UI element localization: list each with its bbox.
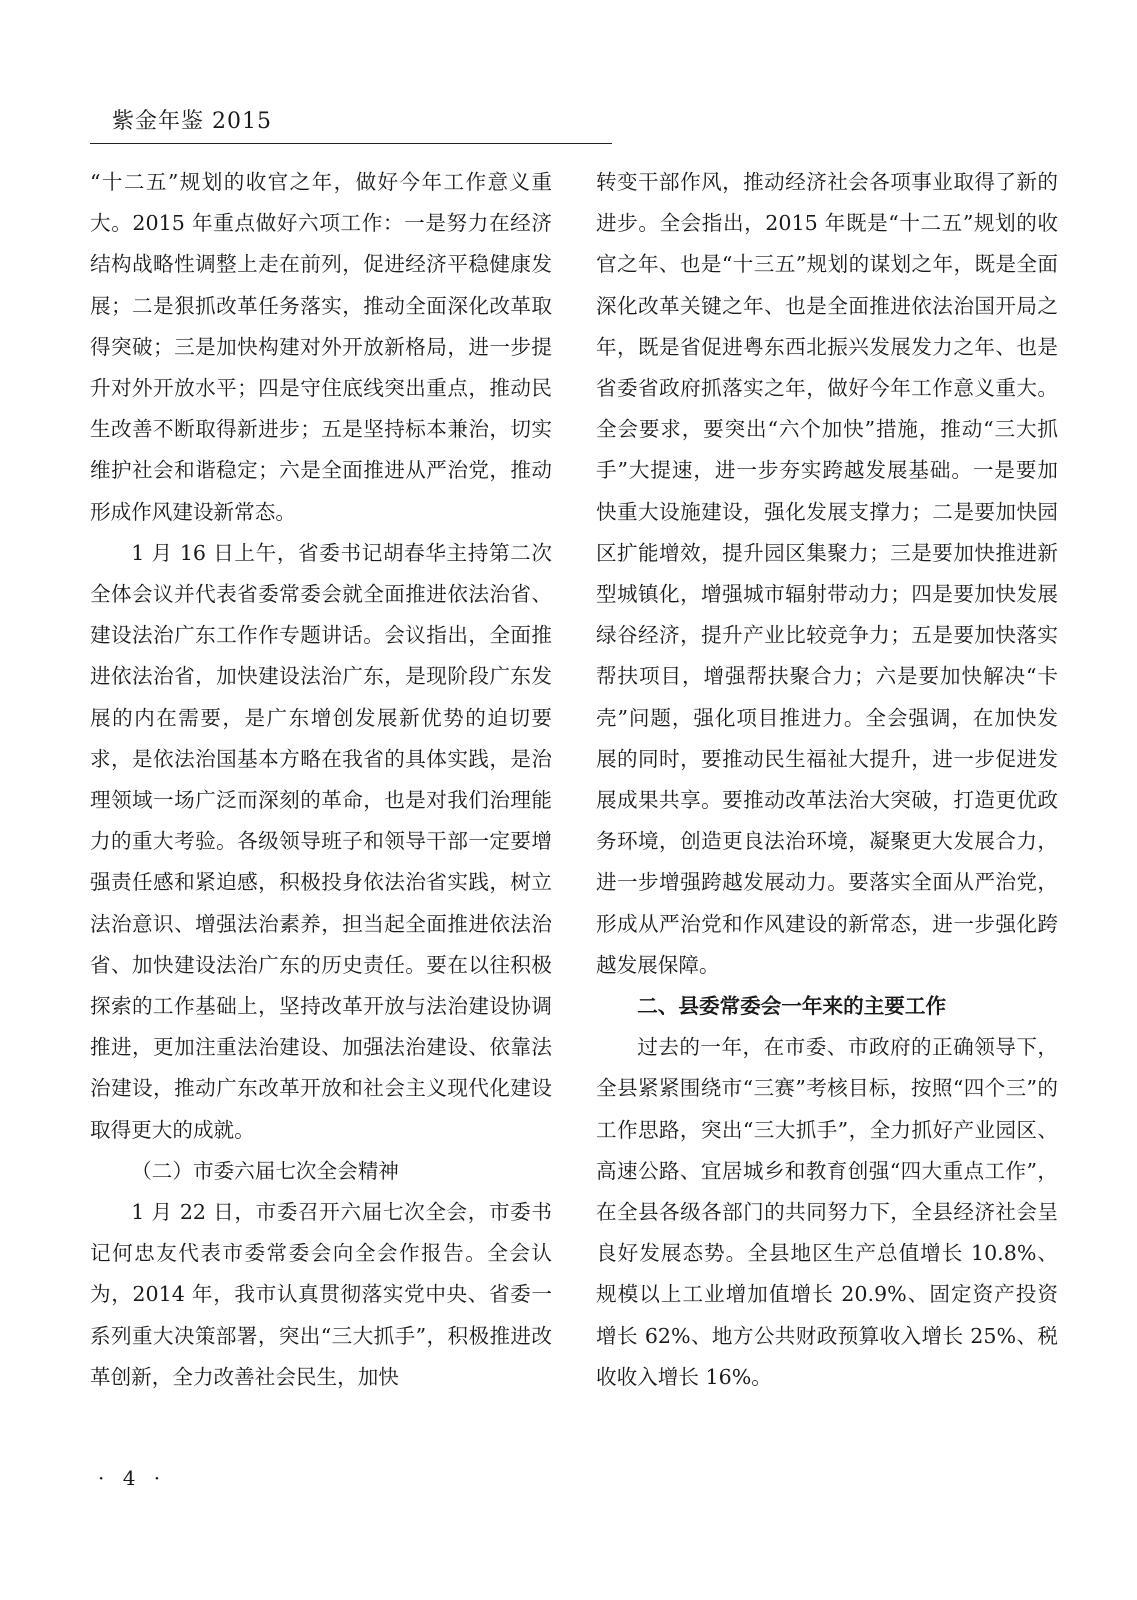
page-number: · 4 · xyxy=(98,1466,167,1490)
section-heading: 二、县委常委会一年来的主要工作 xyxy=(637,994,947,1019)
paragraph: 转变干部作风，推动经济社会各项事业取得了新的进步。全会指出，2015 年既是“十二五”规划的收官之年、也是“十三五”规划的谋划之年，既是全面深化改革关键之年、也是全面推进依法治国开局之年，既是省促进粤东西北振兴发展发力之年、也是省委省政府抓落实之年，做好今年工作意义重大。全会要求，要突出“六个加快”措施，推动“三大抓手”大提速，进一步夯实跨越发展基础。一是要加快重大设施建设，强化发展支撑力；二是要加快园区扩能增效，提升园区集聚力；三是要加快推进新型城镇化，增强城市辐射带动力；四是要加快发展绿谷经济，提升产业比较竞争力；五是要加快落实帮扶项目，增强帮扶聚合力；六是要加快解决“卡壳”问题，强化项目推进力。全会强调，在加快发展的同时，要推动民生福祉大提升，进一步促进发展成果共享。要推动改革法治大突破，打造更优政务环境，创造更良法治环境，凝聚更大发展合力，进一步增强跨越发展动力。要落实全面从严治党，形成从严治党和作风建设的新常态，进一步强化跨越发展保障。 xyxy=(596,170,1058,977)
left-column xyxy=(90,162,552,1398)
paragraph: 1 月 16 日上午，省委书记胡春华主持第二次全体会议并代表省委常委会就全面推进依法治省、建设法治广东工作作专题讲话。会议指出，全面推进依法治省，加快建设法治广东，是现阶段广东发展的内在需要，是广东增创发展新优势的迫切要求，是依法治国基本方略在我省的具体实践，是治理领域一场广泛而深刻的革命，也是对我们治理能力的重大考验。各级领导班子和领导干部一定要增强责任感和紧迫感，积极投身依法治省实践，树立法治意识、增强法治素养，担当起全面推进依法治省、加快建设法治广东的历史责任。要在以往积极探索的工作基础上，坚持改革开放与法治建设协调推进，更加注重法治建设、加强法治建设、依靠法治建设，推动广东改革开放和社会主义现代化建设取得更大的成就。 xyxy=(90,540,552,1142)
paragraph: 1 月 22 日，市委召开六届七次全会，市委书记何忠友代表市委常委会向全会作报告。全会认为，2014 年，我市认真贯彻落实党中央、省委一系列重大决策部署，突出“三大抓手”，积极推进改革创新，全力改善社会民生，加快 xyxy=(90,1200,552,1389)
paragraph: 过去的一年，在市委、市政府的正确领导下，全县紧紧围绕市“三赛”考核目标，按照“四个三”的工作思路，突出“三大抓手”，全力抓好产业园区、高速公路、宜居城乡和教育创强“四大重点工作”，在全县各级各部门的共同努力下，全县经济社会呈良好发展态势。全县地区生产总值增长 10.8%、规模以上工业增加值增长 20.9%、固定资产投资增长 62%、地方公共财政预算收入增长 25%、税收收入增长 16%。 xyxy=(596,1035,1058,1389)
right-column xyxy=(596,162,1058,1398)
paragraph: “十二五”规划的收官之年，做好今年工作意义重大。2015 年重点做好六项工作：一是努力在经济结构战略性调整上走在前列，促进经济平稳健康发展；二是狠抓改革任务落实，推动全面深化改革取得突破；三是加快构建对外开放新格局，进一步提升对外开放水平；四是守住底线突出重点，推动民生改善不断取得新进步；五是坚持标本兼治，切实维护社会和谐稳定；六是全面推进从严治党，推动形成作风建设新常态。 xyxy=(90,170,552,524)
running-header: 紫金年鉴 2015 xyxy=(112,109,272,134)
section-subheading: （二）市委六届七次全会精神 xyxy=(131,1158,399,1183)
header-rule xyxy=(90,143,612,144)
